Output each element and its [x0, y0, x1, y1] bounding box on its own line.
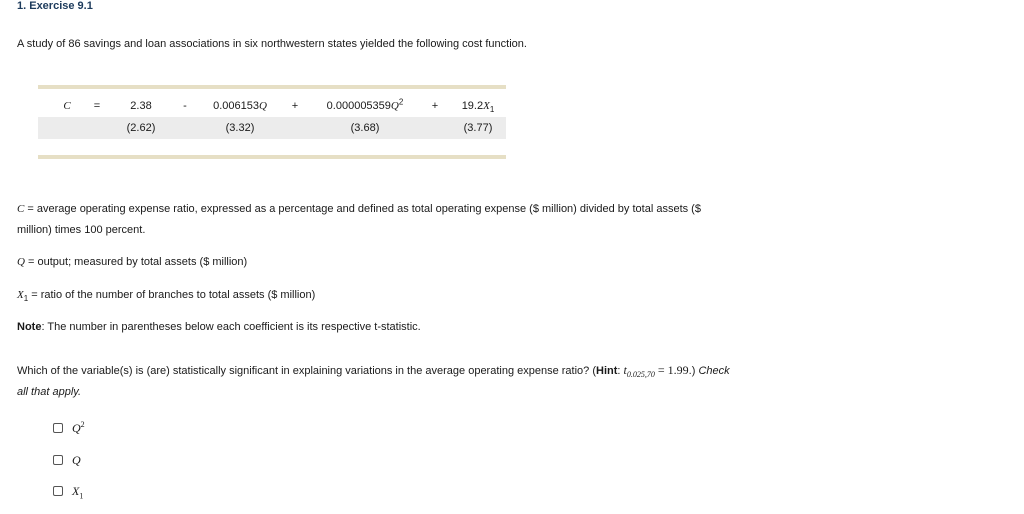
definition-q [17, 252, 1007, 273]
table-bottom-rule [38, 155, 506, 159]
note-text: : The number in parentheses below each coefficient is its respective t-statistic. [41, 321, 421, 333]
q-coef: 0.006153 [213, 100, 259, 112]
hint-t: t [623, 363, 627, 377]
t-stat-q2: (3.68) [350, 122, 380, 134]
q2-exponent: 2 [398, 97, 404, 107]
operator-1: - [183, 100, 187, 112]
equals-sign: = [93, 100, 101, 112]
definition-x1 [17, 285, 1007, 306]
equation-row [38, 95, 506, 117]
hint-subscript: 0.025,70 [626, 370, 655, 380]
x1-def-subscript: 1 [23, 294, 29, 304]
q2-var: Q [390, 100, 399, 112]
checkbox-q[interactable] [53, 455, 63, 465]
intro-text: A study of 86 savings and loan associations in six northwestern states yielded the following cost function. [17, 38, 527, 50]
operator-3: + [431, 100, 439, 112]
option-label-q: Q [72, 452, 81, 467]
x1-term [450, 95, 506, 117]
t-stat-q: (3.32) [225, 122, 255, 134]
c-var: C [17, 203, 25, 215]
q-definition-text: = output; measured by total assets ($ million) [24, 256, 248, 268]
hint-colon: : [617, 365, 624, 377]
t-stat-intercept: (2.62) [126, 122, 156, 134]
hint-label: Hint [596, 365, 618, 377]
note [17, 317, 1007, 338]
q2-term [310, 95, 420, 117]
hint-value: = 1.99 [654, 363, 689, 377]
exercise-title: 1. Exercise 9.1 [17, 0, 93, 12]
q-term [200, 95, 280, 117]
t-stat-x1: (3.77) [463, 122, 493, 134]
x1-definition-text: = ratio of the number of branches to total assets ($ million) [28, 289, 316, 301]
check-instruction-cont: all that apply. [17, 386, 82, 398]
option-label-x1: $X_1$ [72, 483, 84, 500]
check-instruction: Check [698, 365, 730, 377]
q2-coef: 0.000005359 [326, 100, 391, 112]
option-x1[interactable] [53, 484, 83, 498]
x1-var-def: X [17, 289, 24, 301]
q-var-def: Q [17, 256, 25, 268]
x1-coef: 19.2 [461, 100, 484, 112]
question [17, 360, 1007, 403]
option-q-squared[interactable] [53, 421, 85, 435]
t-statistic-row [38, 117, 506, 139]
x1-subscript: 1 [489, 105, 495, 115]
question-text: Which of the variable(s) is (are) statistically significant in explaining variations in the average operating expense ratio? ( [17, 365, 597, 377]
table-top-rule [38, 85, 506, 89]
x1-var: X [483, 100, 490, 112]
note-label: Note [17, 321, 42, 333]
option-q[interactable] [53, 453, 81, 467]
lhs-variable: C [63, 100, 71, 112]
c-definition-text-cont: million) times 100 percent. [17, 224, 146, 236]
checkbox-q-squared[interactable] [53, 423, 63, 433]
intercept-coef: 2.38 [130, 100, 152, 112]
option-label-q-squared: $Q^2$ [72, 419, 85, 435]
checkbox-x1[interactable] [53, 486, 63, 496]
definition-c [17, 199, 1007, 241]
c-definition-text: = average operating expense ratio, expressed as a percentage and defined as total operating expense ($ million) divided by total assets ($ [24, 203, 701, 215]
hint-close: .) [688, 365, 699, 377]
q-var: Q [258, 100, 267, 112]
operator-2: + [291, 100, 299, 112]
